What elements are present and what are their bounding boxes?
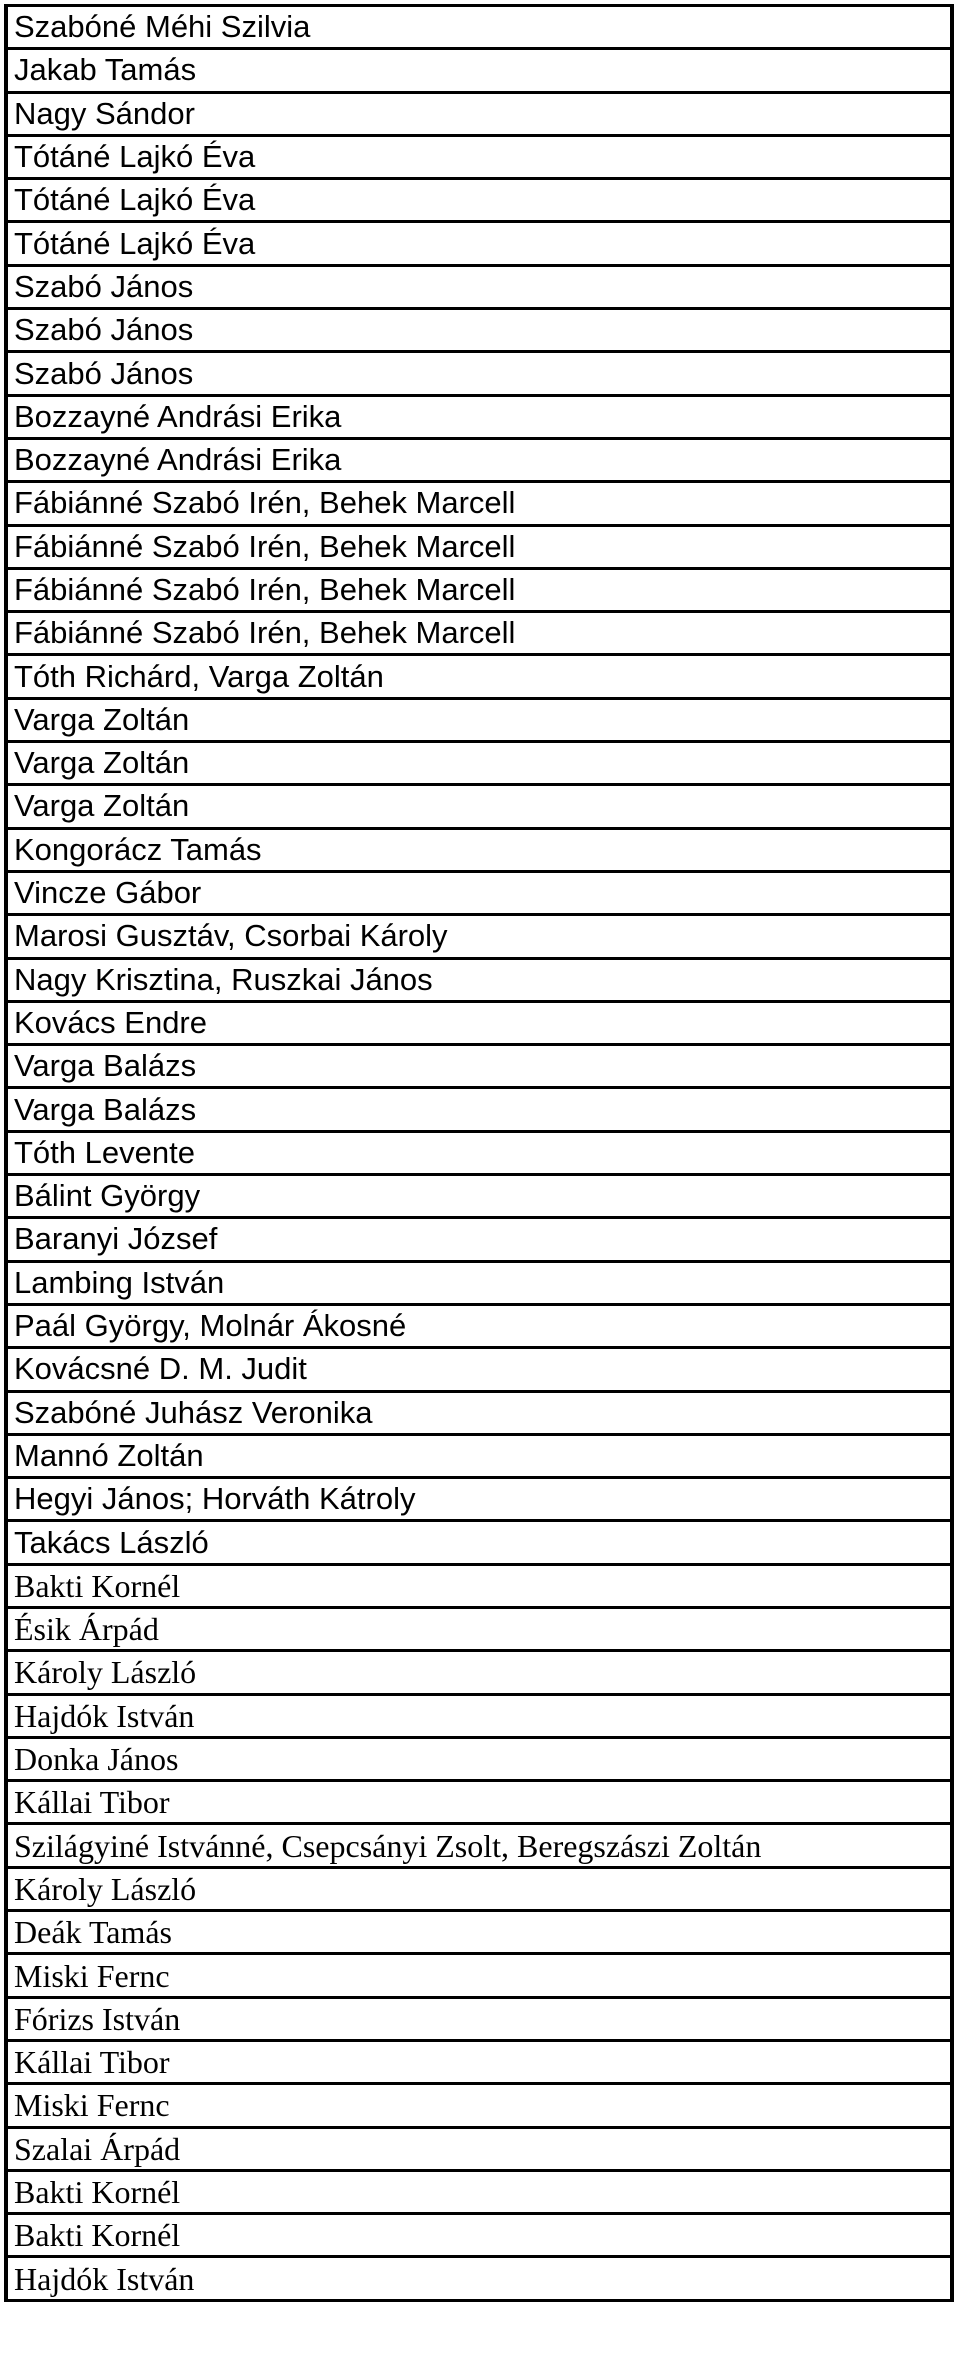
table-row (6, 1781, 952, 1824)
table-row (6, 49, 952, 92)
name-cell: Kállai Tibor (6, 1781, 952, 1824)
table-row (6, 742, 952, 785)
name-cell: Fábiánné Szabó Irén, Behek Marcell (6, 525, 952, 568)
name-cell: Kongorácz Tamás (6, 828, 952, 871)
name-cell: Donka János (6, 1737, 952, 1780)
table-row (6, 2084, 952, 2127)
table-row (6, 785, 952, 828)
name-cell: Tótáné Lajkó Éva (6, 179, 952, 222)
name-cell: Szabó János (6, 309, 952, 352)
name-cell: Hajdók István (6, 1694, 952, 1737)
table-row (6, 1997, 952, 2040)
table-row (6, 179, 952, 222)
table-row (6, 2257, 952, 2300)
name-cell: Károly László (6, 1867, 952, 1910)
name-cell: Miski Fernc (6, 1954, 952, 1997)
name-cell: Szabóné Méhi Szilvia (6, 6, 952, 49)
table-row (6, 612, 952, 655)
name-cell: Szalai Árpád (6, 2127, 952, 2170)
name-cell: Tóth Levente (6, 1131, 952, 1174)
table-row (6, 1131, 952, 1174)
name-cell: Szabó János (6, 265, 952, 308)
table-row (6, 525, 952, 568)
name-cell: Bakti Kornél (6, 1564, 952, 1607)
name-cell: Kovács Endre (6, 1001, 952, 1044)
name-cell: Takács László (6, 1521, 952, 1564)
table-row (6, 1348, 952, 1391)
name-cell: Deák Tamás (6, 1911, 952, 1954)
table-row (6, 1651, 952, 1694)
name-cell: Szabóné Juhász Veronika (6, 1391, 952, 1434)
table-row (6, 1045, 952, 1088)
table-row (6, 2170, 952, 2213)
name-cell: Szabó János (6, 352, 952, 395)
table-row (6, 352, 952, 395)
table-row (6, 135, 952, 178)
name-cell: Varga Zoltán (6, 785, 952, 828)
table-row (6, 958, 952, 1001)
name-cell: Fórizs István (6, 1997, 952, 2040)
table-row (6, 395, 952, 438)
table-row (6, 698, 952, 741)
name-cell: Varga Zoltán (6, 742, 952, 785)
name-cell: Varga Balázs (6, 1045, 952, 1088)
name-cell: Jakab Tamás (6, 49, 952, 92)
name-cell: Paál György, Molnár Ákosné (6, 1304, 952, 1347)
table-row (6, 871, 952, 914)
name-cell: Miski Fernc (6, 2084, 952, 2127)
name-cell: Tótáné Lajkó Éva (6, 135, 952, 178)
table-row (6, 1218, 952, 1261)
name-cell: Tótáné Lajkó Éva (6, 222, 952, 265)
table-row (6, 1911, 952, 1954)
name-cell: Bozzayné Andrási Erika (6, 395, 952, 438)
name-cell: Baranyi József (6, 1218, 952, 1261)
name-cell: Tóth Richárd, Varga Zoltán (6, 655, 952, 698)
table-row (6, 222, 952, 265)
name-cell: Kállai Tibor (6, 2040, 952, 2083)
table-row (6, 1737, 952, 1780)
name-cell: Szilágyiné Istvánné, Csepcsányi Zsolt, Beregszászi Zoltán (6, 1824, 952, 1867)
table-row (6, 438, 952, 481)
table-row (6, 2214, 952, 2257)
table-row (6, 1824, 952, 1867)
table-row (6, 309, 952, 352)
table-row (6, 915, 952, 958)
table-row (6, 1261, 952, 1304)
names-table-body (6, 6, 952, 2301)
names-table (4, 4, 954, 2302)
name-cell: Marosi Gusztáv, Csorbai Károly (6, 915, 952, 958)
table-row (6, 1867, 952, 1910)
table-row (6, 1564, 952, 1607)
name-cell: Fábiánné Szabó Irén, Behek Marcell (6, 568, 952, 611)
table-row (6, 92, 952, 135)
table-row (6, 1954, 952, 1997)
name-cell: Hegyi János; Horváth Kátroly (6, 1478, 952, 1521)
table-row (6, 1001, 952, 1044)
table-row (6, 2040, 952, 2083)
name-cell: Varga Zoltán (6, 698, 952, 741)
table-row (6, 828, 952, 871)
name-cell: Bakti Kornél (6, 2214, 952, 2257)
name-cell: Károly László (6, 1651, 952, 1694)
table-row (6, 1478, 952, 1521)
name-cell: Hajdók István (6, 2257, 952, 2300)
name-cell: Bozzayné Andrási Erika (6, 438, 952, 481)
name-cell: Bakti Kornél (6, 2170, 952, 2213)
table-row (6, 2127, 952, 2170)
name-cell: Ésik Árpád (6, 1607, 952, 1650)
name-cell: Nagy Krisztina, Ruszkai János (6, 958, 952, 1001)
table-row (6, 265, 952, 308)
name-cell: Fábiánné Szabó Irén, Behek Marcell (6, 612, 952, 655)
name-cell: Kovácsné D. M. Judit (6, 1348, 952, 1391)
table-row (6, 1694, 952, 1737)
table-row (6, 1434, 952, 1477)
name-cell: Mannó Zoltán (6, 1434, 952, 1477)
table-row (6, 655, 952, 698)
table-row (6, 1521, 952, 1564)
name-cell: Bálint György (6, 1175, 952, 1218)
name-cell: Vincze Gábor (6, 871, 952, 914)
name-cell: Varga Balázs (6, 1088, 952, 1131)
name-cell: Lambing István (6, 1261, 952, 1304)
table-row (6, 6, 952, 49)
table-row (6, 1304, 952, 1347)
table-row (6, 1088, 952, 1131)
name-cell: Fábiánné Szabó Irén, Behek Marcell (6, 482, 952, 525)
table-row (6, 1391, 952, 1434)
table-row (6, 482, 952, 525)
name-cell: Nagy Sándor (6, 92, 952, 135)
table-row (6, 1607, 952, 1650)
table-row (6, 1175, 952, 1218)
table-row (6, 568, 952, 611)
